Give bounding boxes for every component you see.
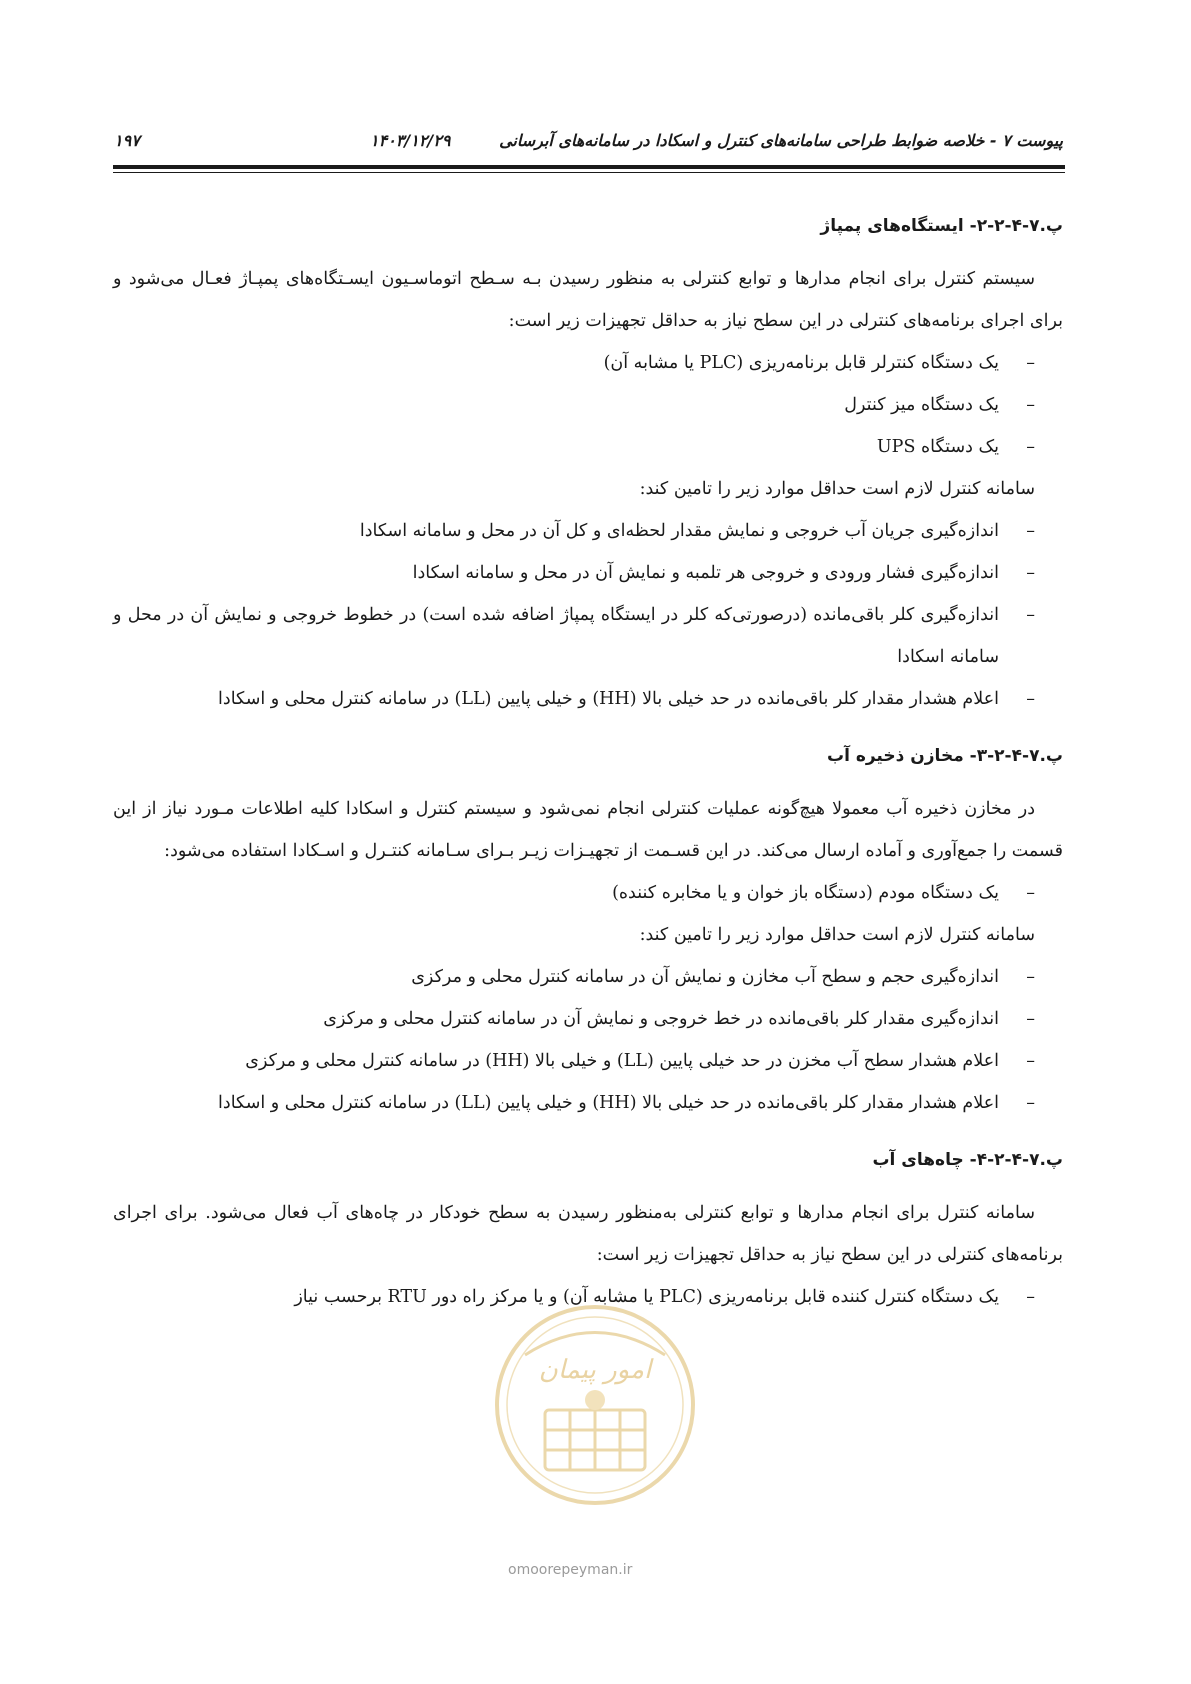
equipment-list [113,342,1063,468]
watermark-url: omoorepeyman.ir [508,1562,633,1578]
header-rule-thick [113,165,1065,169]
watermark-logo-icon [490,1300,700,1510]
requirements-lead: سامانه کنترل لازم است حداقل موارد زیر را تامین کند: [639,479,1035,499]
section-paragraph: سامانه کنترل برای انجام مدارها و توابع کنترلی به‌منظور رسیدن به سطح خودکار در چاه‌های آب فعال می‌شود. برای اجرای برنامه‌های کنترلی در این سطح نیاز به حداقل تجهیزات زیر است: [113,1203,1063,1265]
list-item: – یک دستگاه میز کنترل [113,384,1035,426]
requirements-lead: سامانه کنترل لازم است حداقل موارد زیر را تامین کند: [639,925,1035,945]
page-content [113,190,1063,1318]
list-item: – اعلام هشدار مقدار کلر باقی‌مانده در حد خیلی بالا (HH) و خیلی پایین (LL) در سامانه کنترل محلی و اسکادا [113,678,1035,720]
requirements-list [113,510,1063,720]
page-number: ۱۹۷ [114,131,140,150]
requirements-list [113,956,1063,1124]
watermark-logo-text: امور پیمان [538,1355,652,1385]
list-item: – یک دستگاه کنترل کننده قابل برنامه‌ریزی (PLC یا مشابه آن) و یا مرکز راه دور RTU برحسب نیاز [113,1276,1035,1318]
section-paragraph: سیستم کنترل برای انجام مدارها و توابع کنترلی به منظور رسیدن بـه سـطح اتوماسـیون ایسـتگاه‌های پمپـاژ فعـال می‌شود و برای اجرای برنامه‌های کنترلی در این سطح نیاز به حداقل تجهیزات زیر است: [113,269,1063,331]
section-heading-water-tanks: پ.۷-۴-۲-۳- مخازن ذخیره آب [826,746,1063,766]
list-item: – اندازه‌گیری فشار ورودی و خروجی هر تلمبه و نمایش آن در محل و سامانه اسکادا [113,552,1035,594]
running-header-title: پیوست ۷ - خلاصه ضوابط طراحی سامانه‌های کنترل و اسکادا در سامانه‌های آبرسانی [499,131,1063,150]
running-header-date: ۱۴۰۳/۱۲/۲۹ [370,131,451,150]
header-rule-thin [113,172,1065,173]
list-item: – یک دستگاه کنترلر قابل برنامه‌ریزی (PLC یا مشابه آن) [113,342,1035,384]
list-item: – یک دستگاه مودم (دستگاه باز خوان و یا مخابره کننده) [113,872,1035,914]
equipment-list [113,872,1063,914]
section-heading-pumping-stations: پ.۷-۴-۲-۲- ایستگاه‌های پمپاژ [820,216,1063,236]
list-item: – اعلام هشدار سطح آب مخزن در حد خیلی پایین (LL) و خیلی بالا (HH) در سامانه کنترل محلی و مرکزی [113,1040,1035,1082]
list-item: – اندازه‌گیری مقدار کلر باقی‌مانده در خط خروجی و نمایش آن در سامانه کنترل محلی و مرکزی [113,998,1035,1040]
list-item: – یک دستگاه UPS [113,426,1035,468]
list-item: – اندازه‌گیری کلر باقی‌مانده (درصورتی‌که کلر در ایستگاه پمپاژ اضافه شده است) در خطوط خروجی و نمایش آن در محل و سامانه اسکادا [113,594,1035,678]
section-heading-water-wells: پ.۷-۴-۲-۴- چاه‌های آب [872,1150,1063,1170]
list-item: – اعلام هشدار مقدار کلر باقی‌مانده در حد خیلی بالا (HH) و خیلی پایین (LL) در سامانه کنترل محلی و اسکادا [113,1082,1035,1124]
list-item: – اندازه‌گیری جریان آب خروجی و نمایش مقدار لحظه‌ای و کل آن در محل و سامانه اسکادا [113,510,1035,552]
list-item: – اندازه‌گیری حجم و سطح آب مخازن و نمایش آن در سامانه کنترل محلی و مرکزی [113,956,1035,998]
section-paragraph: در مخازن ذخیره آب معمولا هیچ‌گونه عملیات کنترلی انجام نمی‌شود و سیستم کنترل و اسکادا کلیه اطلاعات مـورد نیاز از این قسمت را جمع‌آوری و آماده ارسال می‌کند. در این قسـمت از تجهیـزات زیـر بـرای سـامانه کنتـرل و اسـکادا استفاده می‌شود: [113,799,1063,861]
